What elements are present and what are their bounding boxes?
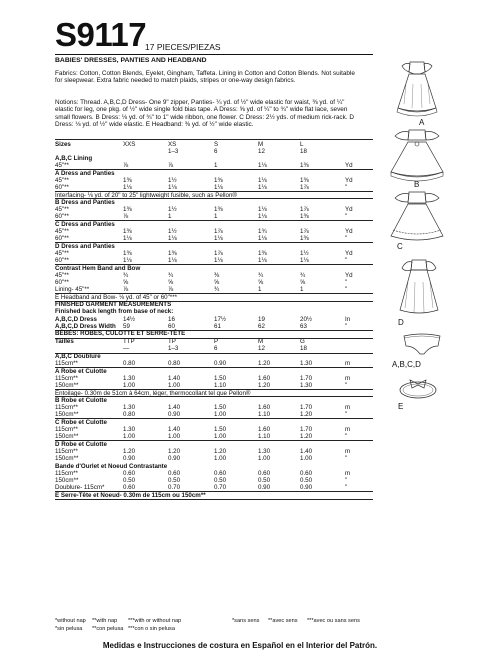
row-unit: m [345,404,351,412]
row-unit: " [345,322,348,330]
row-value: 0.50 [300,477,313,485]
row-value: 1.00 [258,455,271,463]
row-label: A Robe et Culotte [55,367,107,375]
row-label: A Dress and Panties [55,169,115,177]
row-value: ¾ [214,286,220,294]
row-value: 0.70 [214,484,227,492]
row-value: 0.90 [258,484,271,492]
row-label: 60"** [55,257,69,265]
row-value: 1⅛ [258,162,267,170]
row-value: ⅜ [214,271,220,279]
row-value: ⅞ [168,162,174,170]
footnote: *without nap [55,618,86,624]
row-value: 1⅜ [300,176,309,184]
row-value: 0.90 [168,411,181,419]
row-value: 1⅜ [123,249,132,257]
row-label: 45"** [55,162,69,170]
row-label: 45"** [55,228,69,235]
row-label: Entoilage- 0.30m de 51cm à 64cm, léger, thermocollant tel que Pellon® [55,389,251,397]
row-value: 0.60 [300,469,313,477]
row-value: 1⅜ [258,249,267,257]
row-label: C Dress and Panties [55,220,115,228]
size-header: TTP — [123,338,135,352]
tailles-label: Tailles [55,338,74,345]
row-value: 19 [258,315,265,323]
row-value: 1⅜ [168,249,177,257]
pattern-title: BABIES' DRESSES, PANTIES AND HEADBAND [55,57,207,64]
row-value: 1½ [168,228,177,235]
row-unit: " [345,382,348,390]
row-value: 1⅜ [123,228,132,235]
header-rule [55,54,373,55]
row-value: 1⅛ [214,184,223,192]
size-header: TP 1–3 [168,338,179,352]
row-value: ⅝ [214,279,220,287]
table-rule [55,499,373,500]
row-value: 1⅛ [123,184,132,192]
row-unit: Yd [345,162,353,170]
table-rule [55,139,373,140]
size-header: S 6 [214,141,219,155]
row-value: ⅞ [123,162,129,170]
row-unit: Yd [345,249,353,257]
row-unit: Yd [345,176,353,184]
row-label: Interfacing- ⅛ yd. of 20" to 25" lightweight fusible, such as Pellon® [55,191,237,199]
row-label: 115cm** [55,360,78,368]
finished-title: FINISHED GARMENT MEASUREMENTS [55,301,172,308]
row-value: ¾ [123,271,129,279]
finished-subtitle: Finished back length from base of neck: [55,308,174,316]
row-value: 1⅛ [168,257,177,265]
view-letter: C [397,242,403,251]
row-label: 150cm** [55,455,79,463]
row-value: 0.50 [258,477,271,485]
row-value: 1.00 [214,433,227,441]
row-unit: m [345,447,351,455]
row-value: 1.60 [258,404,271,412]
headband-icon [396,374,440,402]
row-value: 1⅛ [258,213,267,221]
row-unit: " [345,184,348,192]
row-label: 150cm** [55,411,79,419]
footnote: **with nap [92,618,118,624]
row-value: 1.30 [300,360,313,368]
row-value: 1.40 [168,374,181,382]
notions-text [55,99,362,128]
row-value: 1.00 [214,455,227,463]
row-value: 1.20 [300,411,313,419]
panties-icon [402,332,442,356]
row-value: 1.00 [168,382,181,390]
row-value: 1⅛ [258,257,267,265]
size-header: L 18 [300,141,307,155]
spanish-instructions-note: Medidas e Instrucciones de costura en Español en el Interior del Patrón. [102,641,378,650]
row-label: 60"** [55,213,69,221]
row-label: 60"** [55,235,69,243]
row-unit: m [345,426,351,433]
size-header: G 18 [300,338,307,352]
row-value: 1⅛ [214,257,223,265]
row-label: B Robe et Culotte [55,396,107,404]
row-value: 1⅞ [300,228,309,235]
fabrics-paragraph: Fabrics: Cotton, Cotton Blends, Eyelet, Gingham, Taffeta. Lining in Cotton and Cotton Blends. Not suitable for sleepwear. Extra fabric needed to match plaids, stripes or one-way design fabrics. [55,70,355,85]
row-value: ⅞ [123,213,129,221]
row-value: 59 [123,322,130,330]
row-value: ⅝ [258,279,264,287]
row-label: A,B,C Doublure [55,353,101,360]
row-value: 1¾ [258,228,267,235]
row-unit: " [345,235,348,243]
row-value: 1.40 [300,447,313,455]
size-header: M 12 [258,338,265,352]
row-value: 1.60 [258,374,271,382]
size-header: XS 1–3 [168,141,179,155]
row-value: 0.80 [123,411,136,419]
row-unit: m [345,360,351,368]
row-value: 1⅛ [258,206,267,214]
row-value: ⅞ [168,286,174,294]
row-value: 1 [168,213,172,221]
row-value: 14½ [123,315,136,323]
row-value: 0.80 [168,360,181,368]
row-value: 0.70 [168,484,181,492]
row-value: 16 [168,315,175,323]
row-value: 1½ [168,176,177,184]
row-label: Doublure- 115cm* [55,484,105,492]
row-value: 1.00 [168,433,181,441]
row-value: 0.90 [123,455,136,463]
row-value: 1.50 [214,374,227,382]
row-value: 1⅛ [168,184,177,192]
row-value: 1.00 [214,411,227,419]
view-d-dress-icon [396,256,442,316]
view-letter: A [419,118,425,127]
row-label: 45"** [55,206,69,214]
row-value: ¾ [258,271,264,279]
row-value: ⅝ [123,279,129,287]
row-label: Contrast Hem Band and Bow [55,264,141,272]
row-value: 1.50 [214,404,227,412]
row-value: 0.60 [168,469,181,477]
row-label: A,B,C,D Dress Width [55,322,116,330]
row-value: 20½ [300,315,313,323]
row-value: 1⅜ [300,162,309,170]
row-value: 0.60 [214,469,227,477]
row-label: 150cm** [55,477,79,485]
row-value: 1.10 [258,433,271,441]
row-value: 1.20 [214,447,227,455]
row-value: ⅝ [168,279,174,287]
row-value: 1 [214,162,218,170]
row-label: Lining- 45"** [55,286,90,294]
row-value: 1.40 [168,426,181,433]
row-label: C Robe et Culotte [55,418,107,426]
footnote: **con pelusa [92,626,124,632]
row-value: 1⅛ [123,257,132,265]
row-value: 1.20 [258,360,271,368]
row-value: 1 [300,286,304,294]
row-value: 1.30 [300,382,313,390]
row-value: 1½ [168,206,177,214]
row-unit: " [345,257,348,265]
row-label: 115cm** [55,404,78,412]
row-value: 1.70 [300,404,313,412]
row-label: 150cm** [55,433,79,441]
view-b-dress-icon [385,128,449,182]
row-value: 0.80 [123,360,136,368]
row-value: 1.30 [123,404,136,412]
row-value: 1⅜ [300,235,309,243]
row-label: 115cm** [55,374,78,382]
row-value: 1⅜ [214,176,223,184]
row-value: 0.50 [123,477,136,485]
row-value: 61 [214,322,221,330]
row-unit: " [345,286,348,294]
row-label: E Headband and Bow- ⅛ yd. of 45" or 60"*** [55,293,178,301]
row-label: 45"** [55,271,69,279]
row-label: 45"** [55,249,69,257]
row-value: 62 [258,322,265,330]
footnote: ***with or without nap [128,618,182,624]
row-label: B Dress and Panties [55,198,115,206]
row-unit: " [345,213,348,221]
row-value: 1.10 [258,411,271,419]
row-value: 1⅜ [123,176,132,184]
row-unit: m [345,374,351,382]
row-value: 0.60 [258,469,271,477]
row-value: 1½ [300,249,309,257]
row-value: 1.00 [123,433,136,441]
row-value: 63 [300,322,307,330]
table-rule [55,353,373,354]
row-value: 1.40 [168,404,181,412]
row-value: 1.30 [123,374,136,382]
row-value: 1 [258,286,262,294]
view-c-dress-icon [385,190,449,246]
row-unit: " [345,279,348,287]
row-value: 60 [168,322,175,330]
row-value: 1⅛ [300,257,309,265]
footnote: ***con o sin pelusa [128,626,175,632]
row-value: 1.30 [123,426,136,433]
row-value: 1.20 [168,447,181,455]
row-label: D Robe et Culotte [55,440,107,448]
row-label: A,B,C,D Dress [55,315,97,323]
view-letter: E [398,402,404,411]
row-value: 1.70 [300,374,313,382]
row-value: 1.30 [258,447,271,455]
row-value: 1⅛ [168,235,177,243]
row-label: 115cm** [55,469,78,477]
row-value: ⅝ [300,279,306,287]
row-label: 45"** [55,176,69,184]
row-unit: In [345,315,351,323]
footnote: *sans sens [232,618,260,624]
row-value: ⅞ [123,286,129,294]
row-value: 1 [214,213,218,221]
row-label: 115cm** [55,426,78,433]
row-value: 1⅞ [300,206,309,214]
size-header: XXS [123,141,136,148]
row-label: E Serre-Tête et Noeud- 0.30m de 115cm ou 150cm** [55,491,206,499]
fabrics-text [55,70,362,85]
row-unit: " [345,477,348,485]
row-value: 0.50 [168,477,181,485]
row-value: 17½ [214,315,227,323]
view-letter: A,B,C,D [392,360,421,369]
view-a-dress-icon [392,60,442,118]
row-value: 1.60 [258,426,271,433]
row-value: ¾ [168,271,174,279]
footnote: ***avec ou sans sens [307,618,360,624]
size-header: P 6 [214,338,219,352]
row-value: 1.50 [214,426,227,433]
row-value: 1.20 [300,433,313,441]
row-label: 115cm** [55,447,78,455]
row-value: 1⅜ [214,206,223,214]
spanish-title: BÉBÉS: ROBES, CULOTTE ET SERRE-TÊTE [55,330,186,338]
row-label: 150cm** [55,382,79,390]
row-unit: " [345,411,348,419]
row-label: A,B,C Lining [55,155,93,162]
sizes-label: Sizes [55,141,71,148]
footnote: *sin pelusa [55,626,83,632]
row-unit: " [345,484,348,492]
pieces-label: 17 PIECES/PIEZAS [145,42,221,52]
row-value: 1.20 [123,447,136,455]
row-unit: " [345,455,348,463]
row-value: 1⅛ [123,235,132,243]
row-value: 1.70 [300,426,313,433]
row-value: 1⅞ [214,249,223,257]
row-value: 0.60 [123,469,136,477]
row-label: 60"** [55,184,69,192]
row-label: D Dress and Panties [55,242,115,250]
row-label: 60"** [55,279,69,287]
row-value: 1⅜ [300,213,309,221]
row-unit: " [345,433,348,441]
row-value: 1⅞ [214,228,223,235]
pattern-number: S9117 [55,16,147,53]
row-unit: m [345,469,351,477]
notions-paragraph: Notions: Thread. A,B,C,D Dress- One 9" zipper, Panties- ¼ yd. of ½" wide elastic for waist, ⅜ yd. of ¼" elastic for leg, one pkg. of ½" wide single fold bias tape. A Dress: ⅝ yd. of ¼" to ¾" wide flat lace, seven small flowers. B Dress: ⅛ yd. of ¾" to 1" wide ribbon, one flower. C Dress: 2½ yds. of medium rick-rack. D Dress: ⅛ yd. of ½" wide elastic. E Headband: ⅜ yd. of ½" wide elastic. [55,99,354,128]
row-value: 0.90 [168,455,181,463]
row-value: 1.00 [123,382,136,390]
row-value: 0.50 [214,477,227,485]
row-value: 1⅛ [214,235,223,243]
row-value: 1.00 [300,455,313,463]
row-value: 1⅛ [258,184,267,192]
row-value: 1⅛ [258,176,267,184]
row-value: 1.10 [214,382,227,390]
row-value: 1⅜ [123,206,132,214]
row-value: 0.90 [300,484,313,492]
view-letter: D [398,318,404,327]
row-unit: Yd [345,228,353,235]
row-value: 0.60 [123,484,136,492]
row-label: Bande d'Ourlet et Noeud Contrastante [55,462,168,470]
row-unit: Yd [345,206,353,214]
view-letter: B [414,180,420,189]
footnote: **avec sens [268,618,298,624]
row-value: 0.90 [214,360,227,368]
row-unit: Yd [345,271,353,279]
row-value: 1⅛ [258,235,267,243]
size-header: M 12 [258,141,265,155]
row-value: 1.20 [258,382,271,390]
row-value: 1⅞ [300,184,309,192]
row-value: ¾ [300,271,306,279]
